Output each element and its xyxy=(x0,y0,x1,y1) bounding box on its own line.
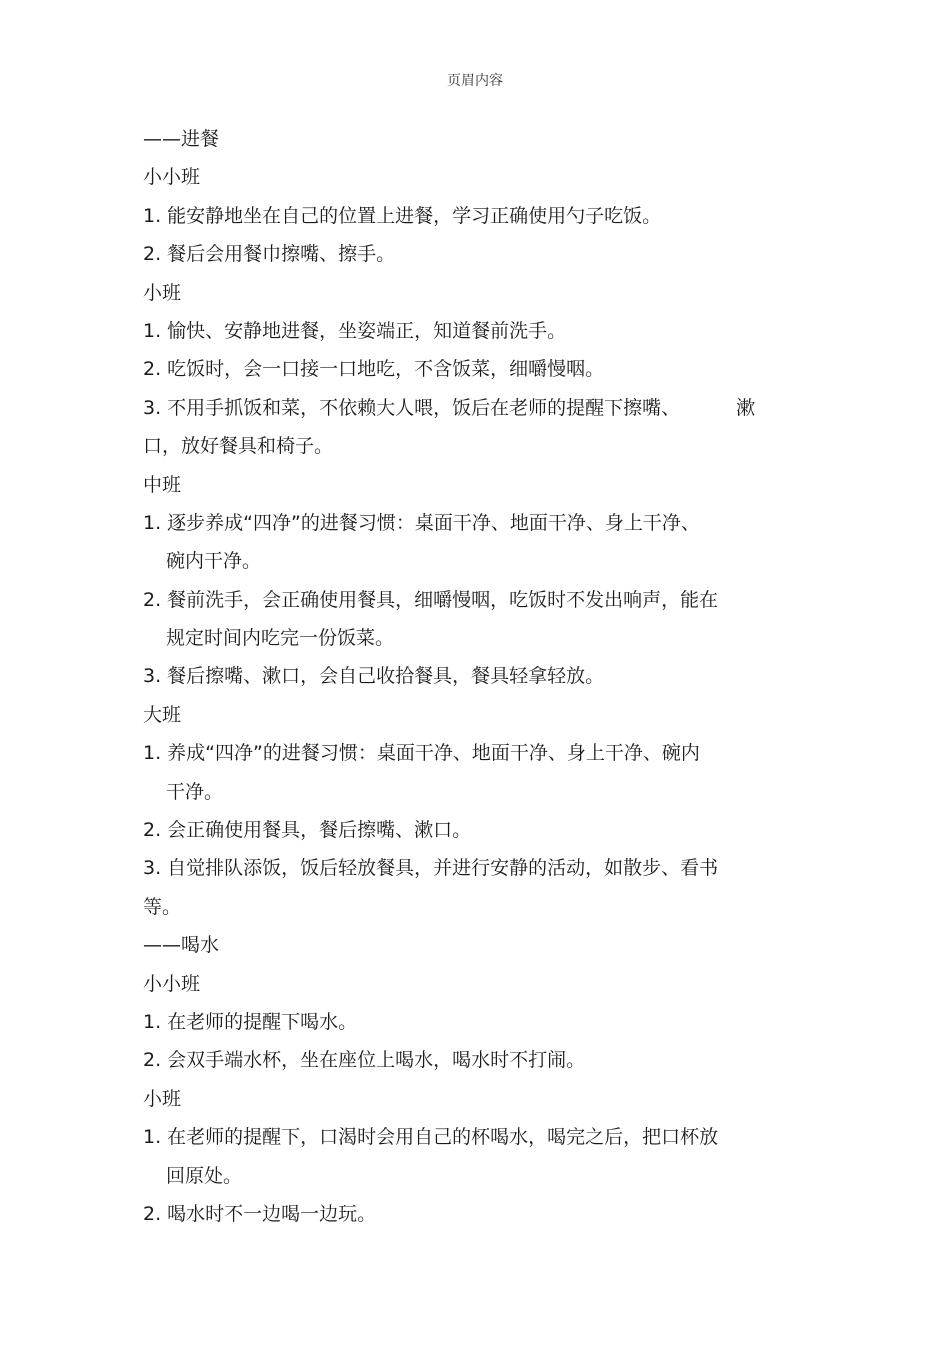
list-item-continuation: 碗内干净。 xyxy=(166,550,262,573)
page-header: 页眉内容 xyxy=(447,73,503,89)
group-label-xb: 小班 xyxy=(143,281,182,304)
document-body xyxy=(143,120,823,1233)
group-label-xxb: 小小班 xyxy=(143,166,201,189)
group-label-db: 大班 xyxy=(143,703,182,726)
list-item: 1. 愉快、安静地进餐，坐姿端正，知道餐前洗手。 xyxy=(143,319,567,342)
list-item: 1. 能安静地坐在自己的位置上进餐，学习正确使用勺子吃饭。 xyxy=(143,204,662,227)
group-label-zb: 中班 xyxy=(143,473,182,496)
list-item: 2. 会双手端水杯，坐在座位上喝水，喝水时不打闹。 xyxy=(143,1049,586,1072)
list-item: 3. 自觉排队添饭，饭后轻放餐具，并进行安静的活动，如散步、看书 xyxy=(143,857,719,880)
list-item xyxy=(143,389,823,427)
list-item: 1. 在老师的提醒下喝水。 xyxy=(143,1010,358,1033)
list-item: 2. 餐前洗手，会正确使用餐具，细嚼慢咽，吃饭时不发出响声，能在 xyxy=(143,588,719,611)
list-item-continuation: 规定时间内吃完一份饭菜。 xyxy=(166,627,395,650)
list-item: 3. 餐后擦嘴、漱口，会自己收拾餐具，餐具轻拿轻放。 xyxy=(143,665,605,688)
list-item: 1. 养成“四净”的进餐习惯：桌面干净、地面干净、身上干净、碗内 xyxy=(143,742,700,765)
list-item: 1. 在老师的提醒下，口渴时会用自己的杯喝水，喝完之后，把口杯放 xyxy=(143,1126,719,1149)
list-item: 1. 逐步养成“四净”的进餐习惯：桌面干净、地面干净、身上干净、 xyxy=(143,511,700,534)
list-item: 2. 餐后会用餐巾擦嘴、擦手。 xyxy=(143,243,396,266)
list-item-continuation: 口，放好餐具和椅子。 xyxy=(143,435,334,458)
list-item: 2. 吃饭时，会一口接一口地吃，不含饭菜，细嚼慢咽。 xyxy=(143,358,605,381)
group-label-xb: 小班 xyxy=(143,1087,182,1110)
section-title-drinking: ——喝水 xyxy=(143,934,220,957)
list-item: 2. 会正确使用餐具，餐后擦嘴、漱口。 xyxy=(143,819,472,842)
list-item-continuation: 等。 xyxy=(143,895,182,918)
list-item: 2. 喝水时不一边喝一边玩。 xyxy=(143,1202,377,1225)
list-item-text: 漱 xyxy=(736,396,756,419)
list-item-text: 3. 不用手抓饭和菜，不依赖大人喂，饭后在老师的提醒下擦嘴、 xyxy=(143,396,681,419)
group-label-xxb: 小小班 xyxy=(143,972,201,995)
list-item-continuation: 干净。 xyxy=(166,780,224,803)
section-title-eating: ——进餐 xyxy=(143,128,220,150)
list-item-continuation: 回原处。 xyxy=(166,1164,243,1187)
